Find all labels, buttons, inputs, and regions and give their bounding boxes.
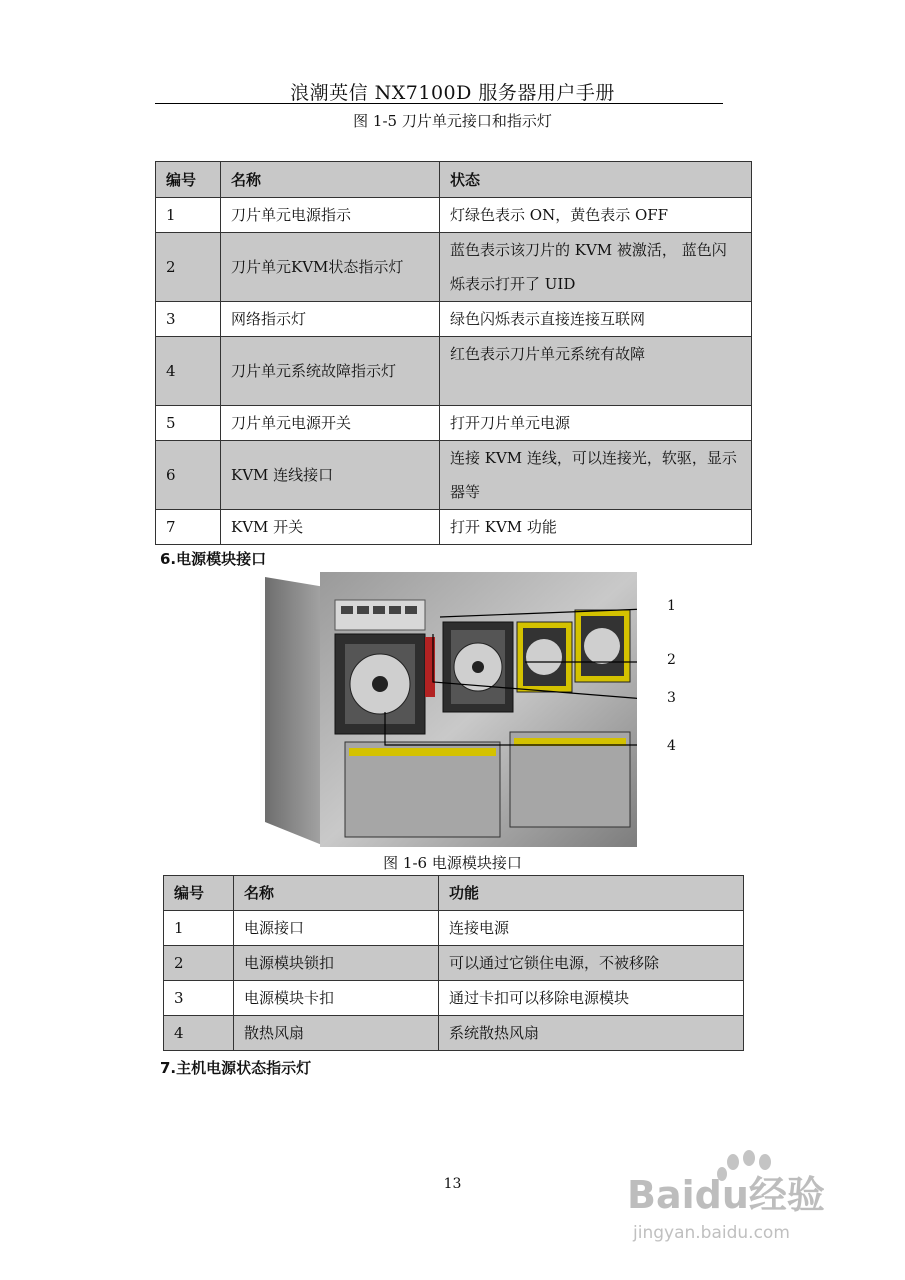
- row-status: 绿色闪烁表示直接连接互联网: [440, 302, 752, 337]
- power-module-table: [163, 875, 744, 1051]
- row-name: 刀片单元系统故障指示灯: [221, 337, 440, 406]
- row-name: 刀片单元电源指示: [221, 198, 440, 233]
- table-row: [156, 510, 752, 545]
- baidu-watermark-logo: [625, 1150, 865, 1250]
- callout-number: 1: [667, 598, 676, 614]
- callout-number: 3: [667, 690, 676, 706]
- row-number: 4: [164, 1016, 234, 1051]
- row-function: 通过卡扣可以移除电源模块: [439, 981, 744, 1016]
- row-status: 连接 KVM 连线，可以连接光，软驱，显示器等: [440, 441, 752, 510]
- figure-caption: 图 1-6 电源模块接口: [383, 854, 522, 872]
- table-row: [164, 1016, 744, 1051]
- blade-indicator-table: [155, 161, 752, 545]
- row-status: 打开刀片单元电源: [440, 406, 752, 441]
- document-header-title: 浪潮英信 NX7100D 服务器用户手册: [290, 82, 615, 104]
- column-header-number: 编号: [156, 162, 221, 198]
- row-name: 电源模块卡扣: [234, 981, 439, 1016]
- row-status: 红色表示刀片单元系统有故障: [440, 337, 752, 406]
- table-row: [156, 198, 752, 233]
- row-name: KVM 开关: [221, 510, 440, 545]
- row-number: 1: [156, 198, 221, 233]
- row-status: 灯绿色表示 ON，黄色表示 OFF: [440, 198, 752, 233]
- table-row: [156, 441, 752, 510]
- column-header-name: 名称: [234, 876, 439, 911]
- column-header-name: 名称: [221, 162, 440, 198]
- callout-number: 4: [667, 738, 676, 754]
- row-name: KVM 连线接口: [221, 441, 440, 510]
- row-function: 可以通过它锁住电源，不被移除: [439, 946, 744, 981]
- table-row: [156, 337, 752, 406]
- row-name: 电源模块锁扣: [234, 946, 439, 981]
- watermark-url: jingyan.baidu.com: [633, 1223, 790, 1243]
- row-number: 5: [156, 406, 221, 441]
- table-row: [156, 406, 752, 441]
- column-header-status: 状态: [440, 162, 752, 198]
- table-row: [156, 302, 752, 337]
- table1-caption: 图 1-5 刀片单元接口和指示灯: [353, 112, 552, 130]
- table-header-row: [156, 162, 752, 198]
- row-number: 7: [156, 510, 221, 545]
- row-number: 6: [156, 441, 221, 510]
- row-status: 打开 KVM 功能: [440, 510, 752, 545]
- row-number: 3: [164, 981, 234, 1016]
- row-function: 连接电源: [439, 911, 744, 946]
- header-rule: [155, 103, 723, 104]
- table-row: [164, 911, 744, 946]
- row-name: 刀片单元电源开关: [221, 406, 440, 441]
- power-module-photo: [265, 572, 637, 847]
- row-number: 3: [156, 302, 221, 337]
- section-heading-power-module: 6.电源模块接口: [160, 550, 267, 568]
- row-status: 蓝色表示该刀片的 KVM 被激活， 蓝色闪烁表示打开了 UID: [440, 233, 752, 302]
- row-name: 刀片单元KVM状态指示灯: [221, 233, 440, 302]
- column-header-number: 编号: [164, 876, 234, 911]
- row-number: 2: [156, 233, 221, 302]
- table-header-row: [164, 876, 744, 911]
- row-number: 1: [164, 911, 234, 946]
- row-number: 4: [156, 337, 221, 406]
- table-row: [164, 981, 744, 1016]
- row-function: 系统散热风扇: [439, 1016, 744, 1051]
- table-row: [164, 946, 744, 981]
- column-header-function: 功能: [439, 876, 744, 911]
- row-name: 网络指示灯: [221, 302, 440, 337]
- table-row: [156, 233, 752, 302]
- watermark-brand: Baidu经验: [627, 1173, 825, 1217]
- page-number: 13: [443, 1176, 462, 1192]
- callout-number: 2: [667, 652, 676, 668]
- row-number: 2: [164, 946, 234, 981]
- section-heading-host-power-indicator: 7.主机电源状态指示灯: [160, 1059, 312, 1077]
- row-name: 散热风扇: [234, 1016, 439, 1051]
- row-name: 电源接口: [234, 911, 439, 946]
